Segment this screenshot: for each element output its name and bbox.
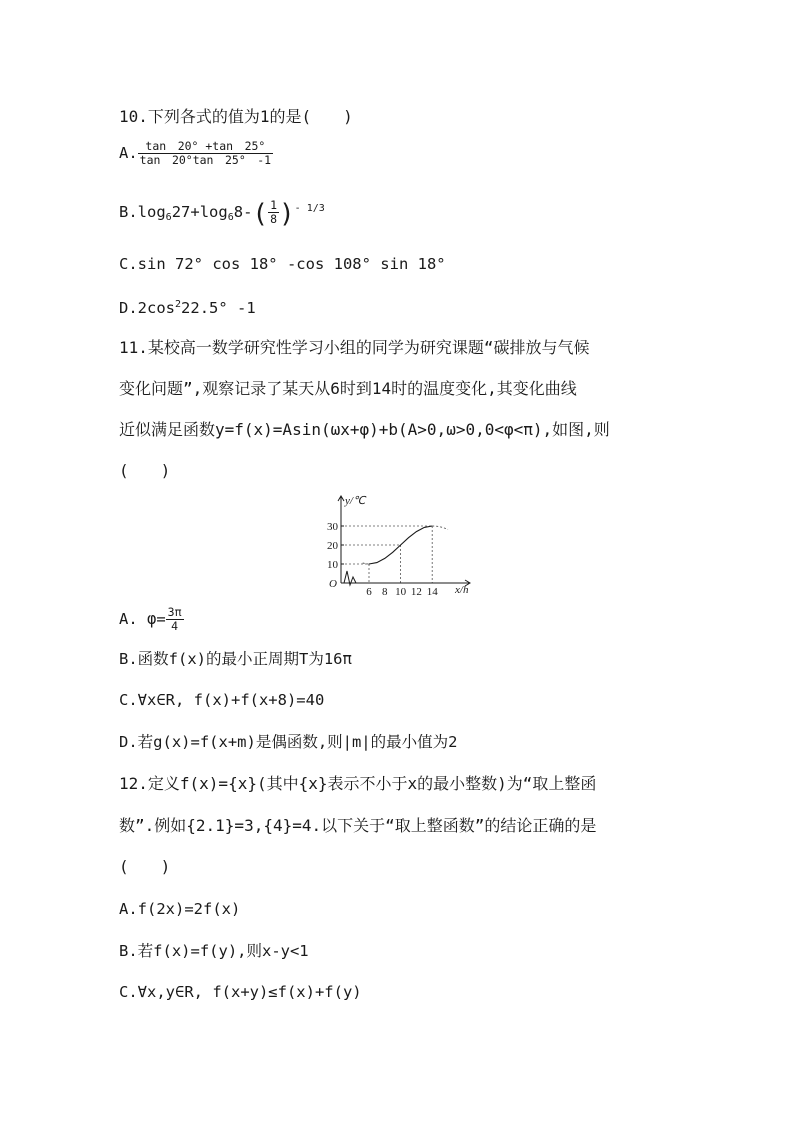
- y-tick-label: 10: [327, 559, 338, 571]
- option-label: A. φ=: [119, 610, 166, 628]
- chart-series: [363, 526, 448, 564]
- x-tick-label: 12: [410, 586, 422, 597]
- q11-option-b: B.函数f(x)的最小正周期T为16π: [119, 650, 352, 668]
- q11-stem-line-4: ( ): [119, 461, 171, 480]
- x-tick-label: 8: [382, 586, 388, 597]
- x-tick-label: 6: [366, 586, 372, 597]
- q11-option-d: D.若g(x)=f(x+m)是偶函数,则|m|的最小值为2: [119, 733, 458, 751]
- chart-labels: [327, 495, 469, 597]
- fraction-numerator: 1: [270, 198, 277, 212]
- y-tick-label: 30: [327, 521, 338, 533]
- fraction: [138, 140, 273, 167]
- fraction: [268, 199, 279, 226]
- q11-stem-line-2: 变化问题”,观察记录了某天从6时到14时的温度变化,其变化曲线: [119, 379, 577, 398]
- q11-option-a: [119, 606, 184, 633]
- text: 8-: [233, 203, 253, 221]
- chart-svg: [314, 493, 474, 597]
- text: D.2cos: [119, 299, 175, 317]
- q12-option-b: B.若f(x)=f(y),则x-y<1: [119, 942, 309, 960]
- q10-option-a: [119, 140, 273, 167]
- fraction-denominator: 8: [270, 212, 277, 226]
- q10-option-c: C.sin 72° cos 18° -cos 108° sin 18°: [119, 255, 446, 273]
- option-label: A.: [119, 144, 138, 162]
- q10-stem: 10.下列各式的值为1的是( ): [119, 107, 353, 126]
- chart-axes: [338, 496, 470, 586]
- x-axis-label: x/h: [455, 584, 469, 596]
- exponent: 2: [175, 299, 182, 310]
- q12-option-c: C.∀x,y∈R, f(x+y)≤f(x)+f(y): [119, 983, 362, 1001]
- fraction: [166, 606, 184, 633]
- exponent: - 1/3: [294, 203, 325, 214]
- fraction-denominator: tan 20°tan 25° -1: [139, 153, 272, 167]
- right-paren: ): [279, 199, 295, 229]
- chart-guides: [341, 526, 432, 583]
- y-tick-label: 20: [327, 540, 338, 552]
- fraction-numerator: 3π: [167, 605, 182, 619]
- log-base: 6: [227, 212, 234, 223]
- text: 27+log: [171, 203, 228, 221]
- q12-stem-line-1: 12.定义f(x)={x}(其中{x}表示不小于x的最小整数)为“取上整函: [119, 774, 597, 793]
- origin-label: O: [329, 578, 337, 590]
- q12-option-a: A.f(2x)=2f(x): [119, 900, 241, 918]
- log-base: 6: [165, 212, 172, 223]
- text: 22.5° -1: [181, 299, 256, 317]
- text: B.log: [119, 203, 166, 221]
- curve-dashed-right: [432, 526, 448, 529]
- temperature-chart: [314, 493, 474, 597]
- fraction-denominator: 4: [171, 619, 179, 633]
- q11-stem-line-3: 近似满足函数y=f(x)=Asin(ωx+φ)+b(A>0,ω>0,0<φ<π),如图,则: [119, 420, 610, 439]
- y-axis-label: y/℃: [345, 495, 366, 507]
- left-paren: (: [252, 199, 269, 229]
- q11-stem-line-1: 11.某校高一数学研究性学习小组的同学为研究课题“碳排放与气候: [119, 338, 590, 357]
- q10-option-b: [119, 198, 325, 229]
- fraction-numerator: tan 20° +tan 25°: [138, 140, 273, 154]
- q12-stem-line-2: 数”.例如{2.1}=3,{4}=4.以下关于“取上整函数”的结论正确的是: [119, 816, 597, 835]
- x-tick-label: 10: [395, 586, 407, 597]
- x-tick-label: 14: [426, 586, 438, 597]
- q10-option-d: [119, 294, 256, 319]
- q12-stem-line-3: ( ): [119, 857, 171, 876]
- q11-option-c: C.∀x∈R, f(x)+f(x+8)=40: [119, 691, 325, 709]
